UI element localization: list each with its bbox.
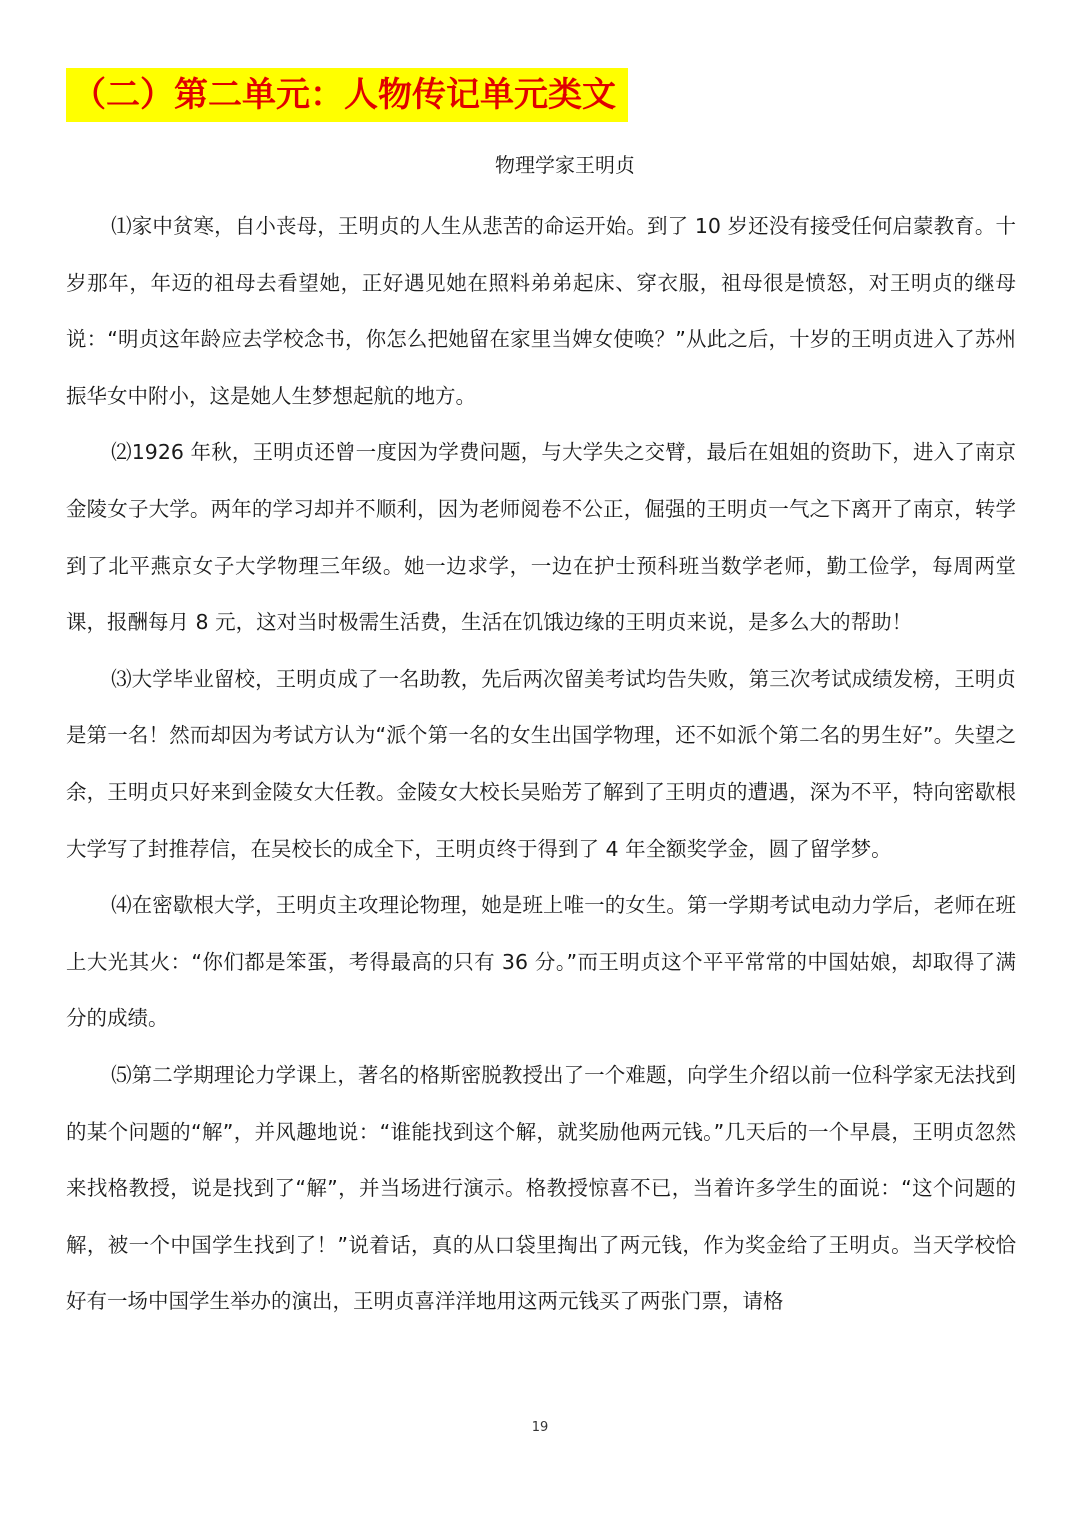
page-number: 19 (531, 1420, 549, 1435)
paragraph-3: ⑶大学毕业留校，王明贞成了一名助教，先后两次留美考试均告失败，第三次考试成绩发榜，王明贞是第一名！然而却因为考试方认为“派个第一名的女生出国学物理，还不如派个第二名的男生好”。失望之余，王明贞只好来到金陵女大任教。金陵女大校长吴贻芳了解到了王明贞的遭遇，深为不平，特向密歇根大学写了封推荐信，在吴校长的成全下，王明贞终于得到了 4 年全额奖学金，圆了留学梦。 (66, 666, 1016, 861)
article-body (66, 198, 1016, 1330)
paragraph-1: ⑴家中贫寒，自小丧母，王明贞的人生从悲苦的命运开始。到了 10 岁还没有接受任何启蒙教育。十岁那年，年迈的祖母去看望她，正好遇见她在照料弟弟起床、穿衣服，祖母很是愤怒，对王明贞的继母说：“明贞这年龄应去学校念书，你怎么把她留在家里当婢女使唤？”从此之后，十岁的王明贞进入了苏州振华女中附小，这是她人生梦想起航的地方。 (66, 214, 1016, 408)
paragraph-2: ⑵1926 年秋，王明贞还曾一度因为学费问题，与大学失之交臂，最后在姐姐的资助下，进入了南京金陵女子大学。两年的学习却并不顺利，因为老师阅卷不公正，倔强的王明贞一气之下离开了南京，转学到了北平燕京女子大学物理三年级。她一边求学，一边在护士预科班当数学老师，勤工俭学，每周两堂课，报酬每月 8 元，这对当时极需生活费，生活在饥饿边缘的王明贞来说，是多么大的帮助！ (66, 440, 1016, 635)
paragraph-4: ⑷在密歇根大学，王明贞主攻理论物理，她是班上唯一的女生。第一学期考试电动力学后，老师在班上大光其火：“你们都是笨蛋，考得最高的只有 36 分。”而王明贞这个平平常常的中国姑娘，却取得了满分的成绩。 (66, 893, 1016, 1031)
article-title: 物理学家王明贞 (495, 153, 635, 177)
section-heading: （二）第二单元：人物传记单元类文 (66, 68, 628, 122)
paragraph-5: ⑸第二学期理论力学课上，著名的格斯密脱教授出了一个难题，向学生介绍以前一位科学家无法找到的某个问题的“解”，并风趣地说：“谁能找到这个解，就奖励他两元钱。”几天后的一个早晨，王明贞忽然来找格教授，说是找到了“解”，并当场进行演示。格教授惊喜不已，当着许多学生的面说：“这个问题的解，被一个中国学生找到了！”说着话，真的从口袋里掏出了两元钱，作为奖金给了王明贞。当天学校恰好有一场中国学生举办的演出，王明贞喜洋洋地用这两元钱买了两张门票，请格 (66, 1062, 1016, 1314)
